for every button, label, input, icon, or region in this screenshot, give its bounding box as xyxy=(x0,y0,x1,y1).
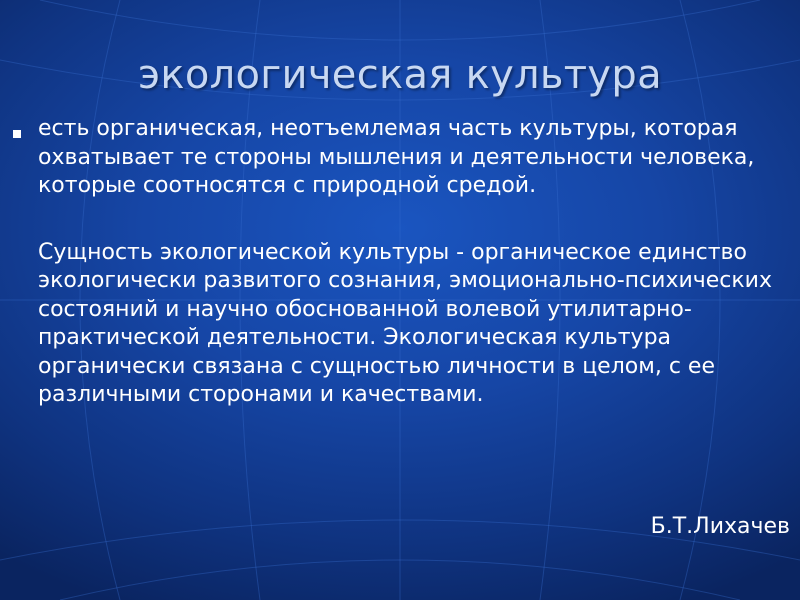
bullet-square-icon xyxy=(13,130,21,138)
slide-title: экологическая культура xyxy=(138,52,662,98)
author-attribution: Б.Т.Лихачев xyxy=(650,514,790,539)
slide-body xyxy=(38,115,788,410)
definition-text: Сущность экологической культуры - органическое единство экологически развитого сознания, эмоционально-психических состояний и научно обоснованной волевой утилитарно-практической деятельности. Экологическая культура органически связана с сущностью личности в целом, с ее различными сторонами и качествами. xyxy=(38,239,772,407)
definition-paragraph xyxy=(38,239,778,410)
bullet-text: есть органическая, неотъемлемая часть культуры, которая охватывает те стороны мышления и деятельности человека, которые соотносятся с природной средой. xyxy=(38,116,755,198)
